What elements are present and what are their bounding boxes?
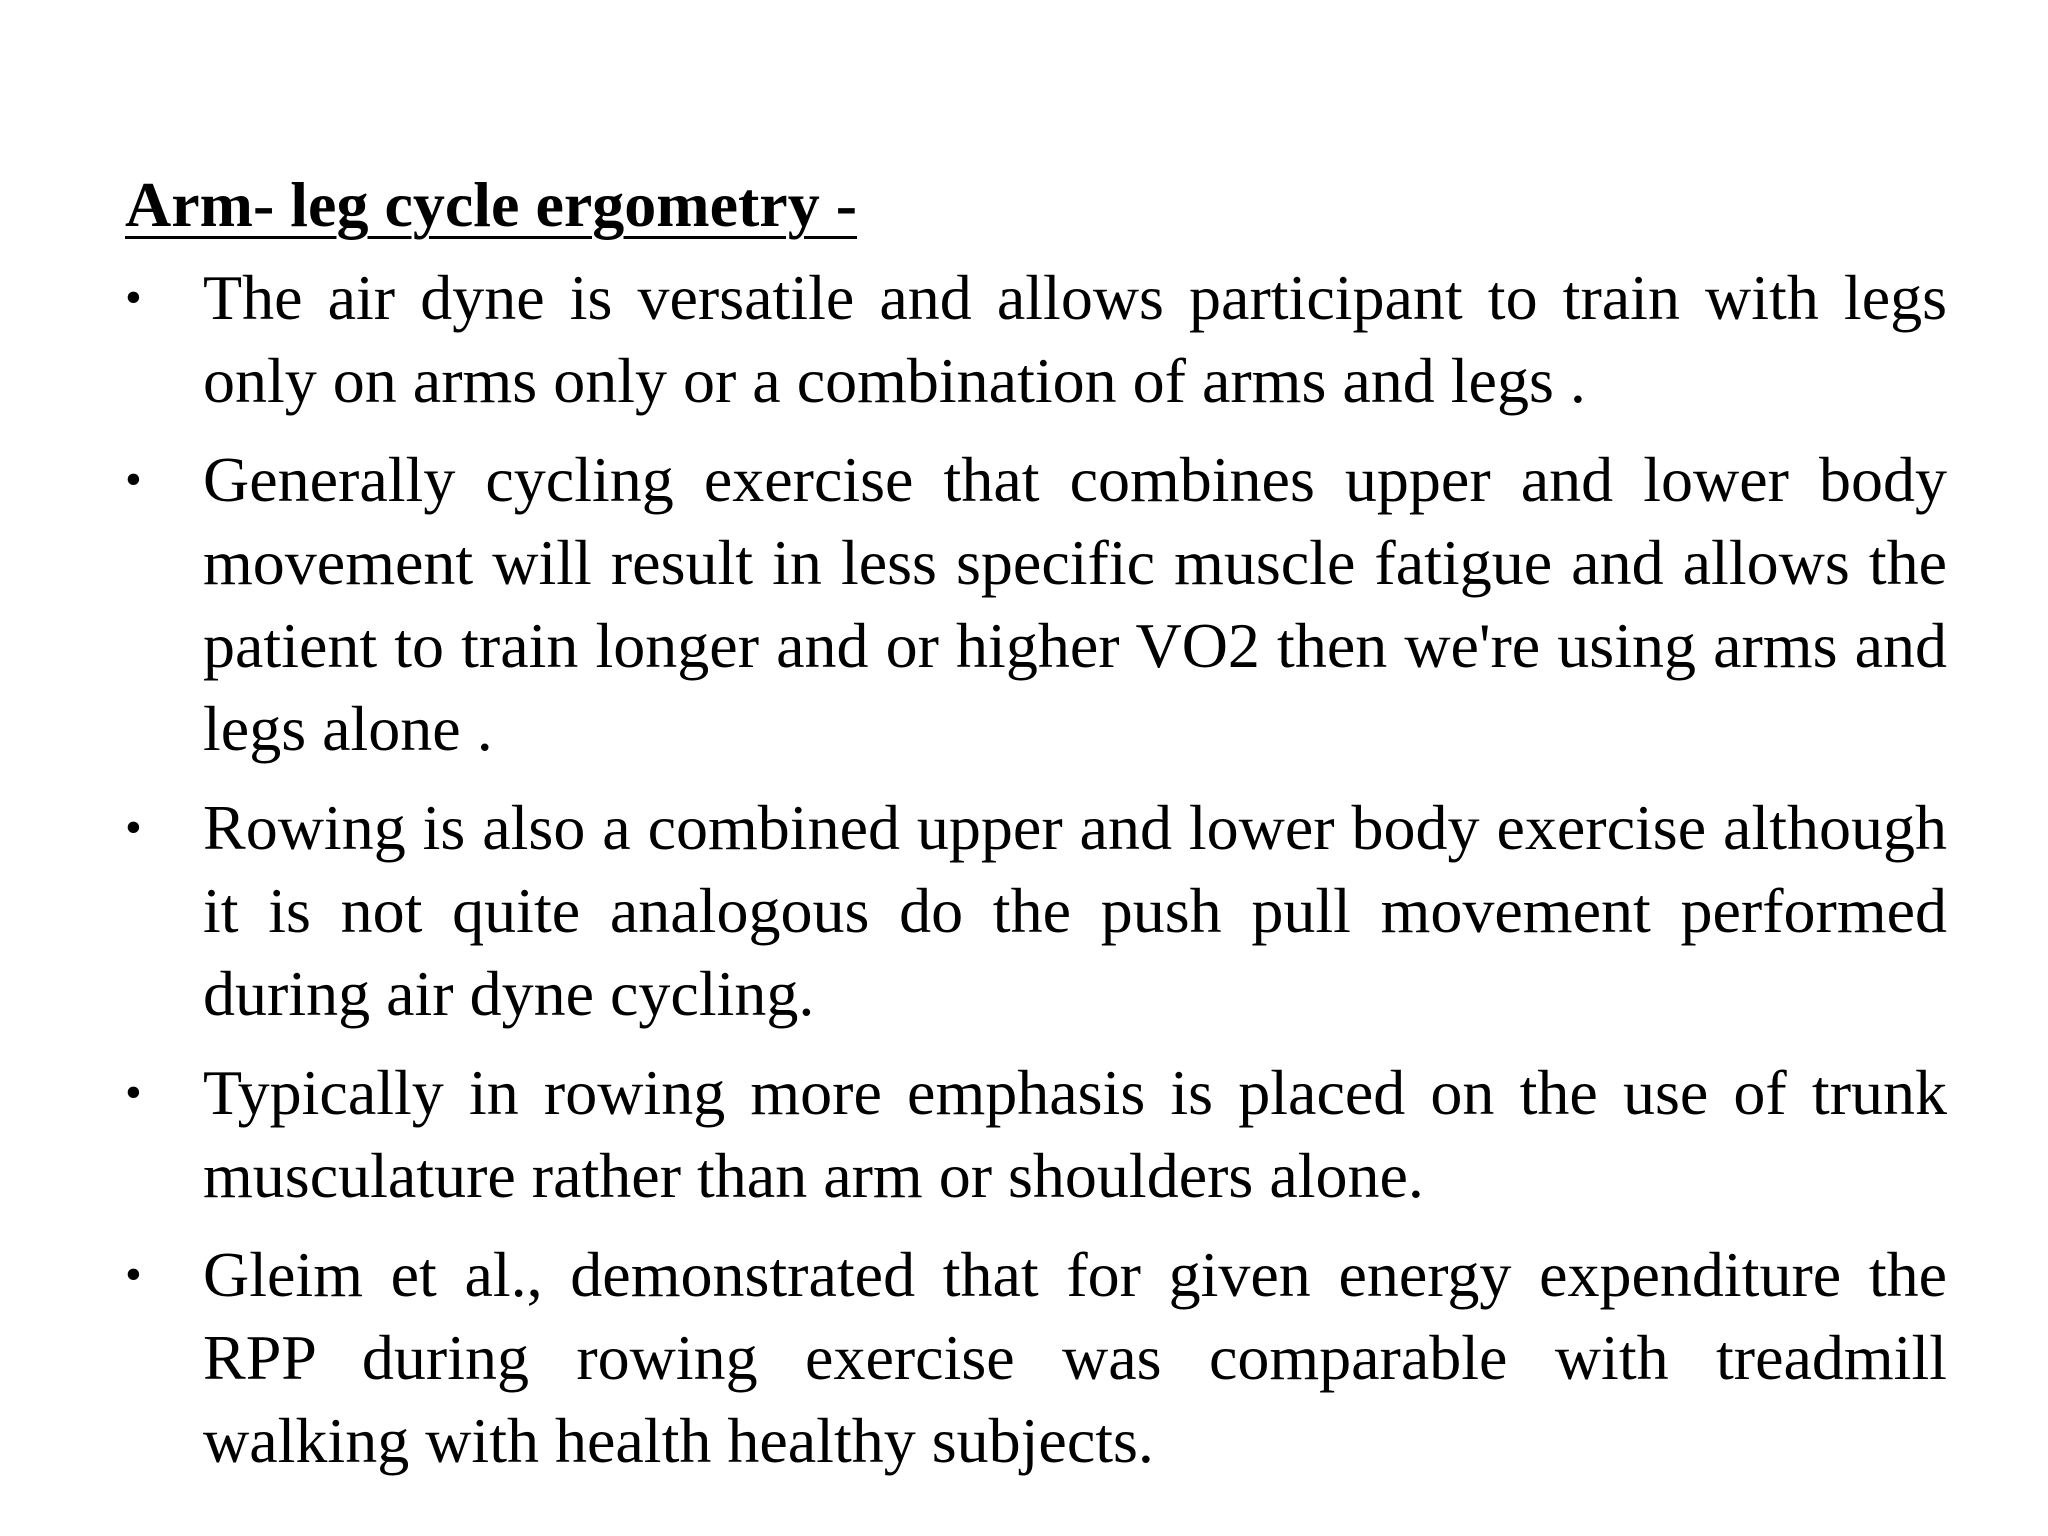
bullet-text: Gleim et al., demonstrated that for given energy expenditure the RPP during rowing exercise was comparable with treadmill walking with health healthy subjects. (203, 1239, 1947, 1476)
slide-title: Arm- leg cycle ergometry - (125, 169, 857, 240)
bullet-icon: • (125, 271, 142, 324)
bullet-item (125, 786, 1947, 1035)
bullet-item (125, 1051, 1947, 1217)
bullet-icon: • (125, 453, 142, 506)
bullet-icon: • (125, 801, 142, 854)
bullet-item (125, 1233, 1947, 1482)
bullet-text: The air dyne is versatile and allows participant to train with legs only on arms only or a combination of arms and legs . (203, 262, 1947, 416)
bullet-text: Typically in rowing more emphasis is placed on the use of trunk musculature rather than arm or shoulders alone. (203, 1057, 1947, 1211)
bullet-icon: • (125, 1248, 142, 1301)
bullet-list (125, 256, 1947, 1498)
bullet-item (125, 438, 1947, 770)
bullet-icon: • (125, 1066, 142, 1119)
bullet-text: Rowing is also a combined upper and lower body exercise although it is not quite analogous do the push pull movement performed during air dyne cycling. (203, 792, 1947, 1029)
bullet-item (125, 256, 1947, 422)
bullet-text: Generally cycling exercise that combines upper and lower body movement will result in less specific muscle fatigue and allows the patient to train longer and or higher VO2 then we're using arms and legs alone . (203, 444, 1947, 764)
